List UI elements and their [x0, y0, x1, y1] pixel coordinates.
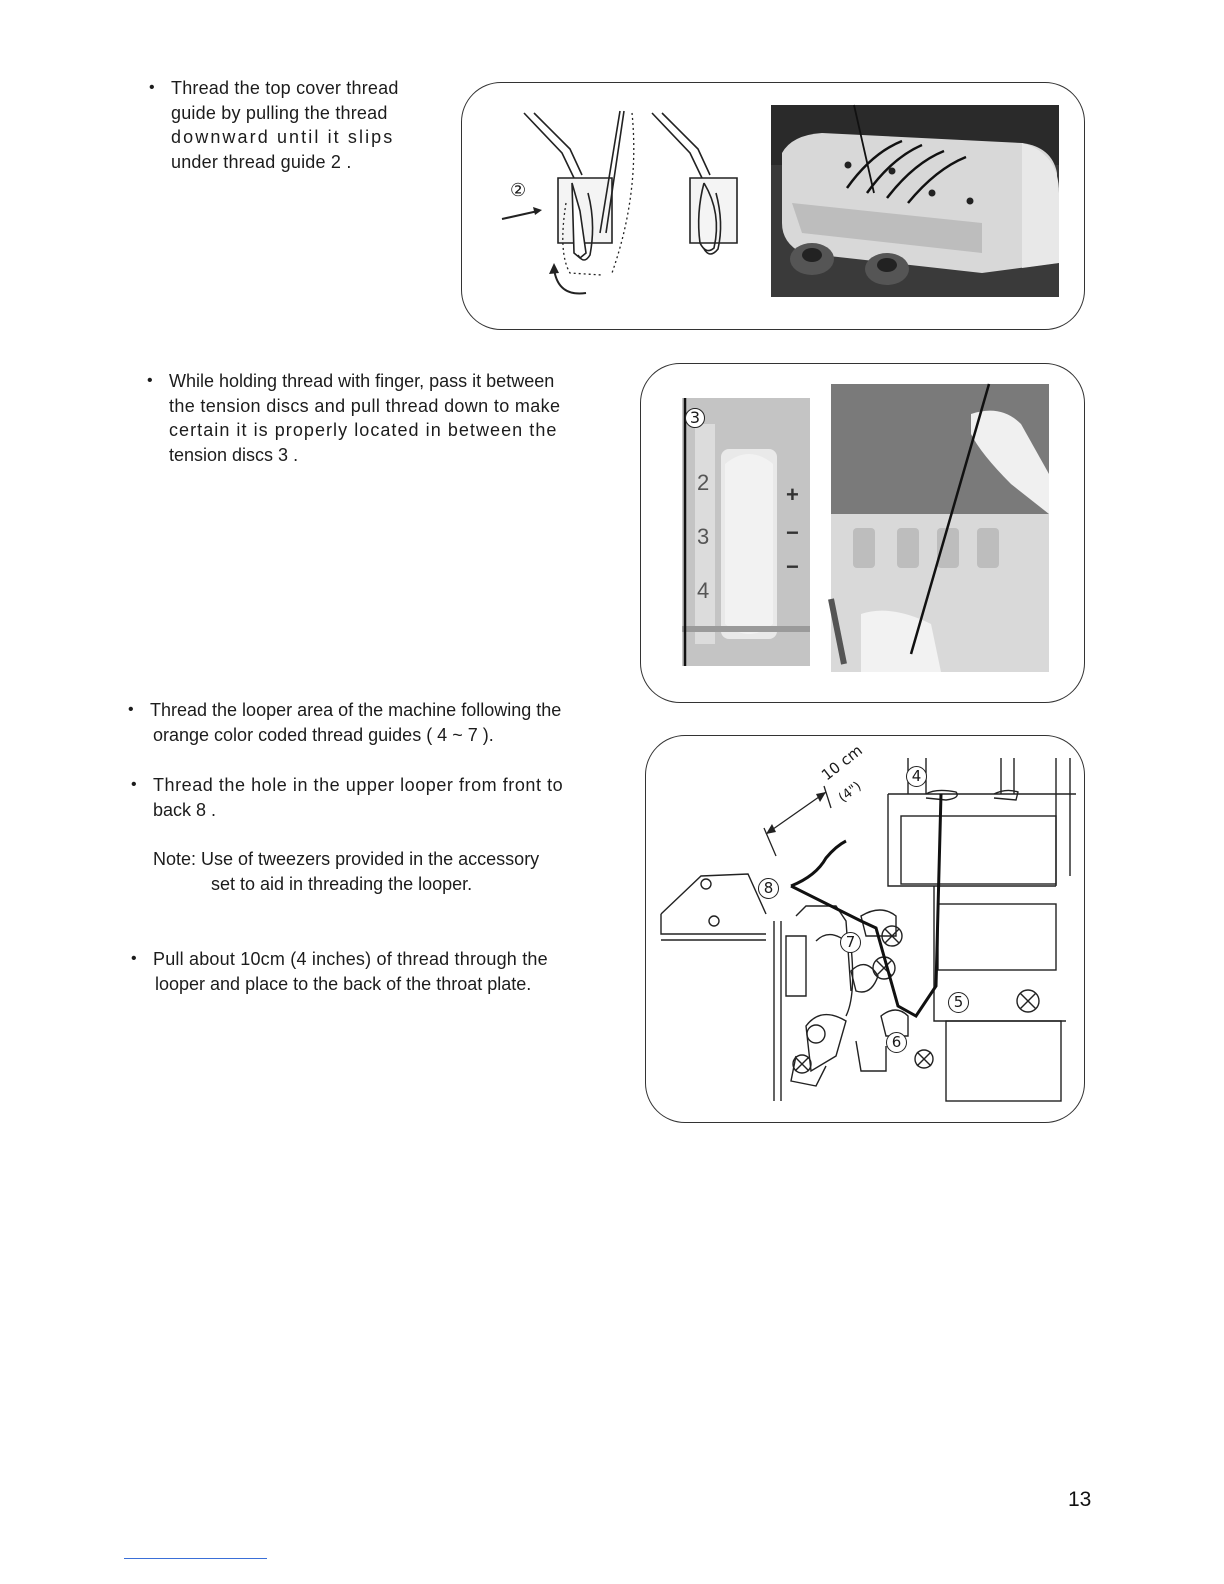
step-label-4: 4: [906, 766, 927, 787]
text-line: Thread the hole in the upper looper from front to: [153, 775, 564, 795]
cover-guide-drawing: [462, 83, 1084, 329]
text-line: Pull about 10cm (4 inches) of thread through the: [153, 949, 548, 969]
figure-cover-thread-guide: [461, 82, 1085, 330]
text-line: the tension discs and pull thread down to make: [169, 395, 561, 416]
text-line: tension discs 3 .: [169, 444, 299, 465]
text-line: Thread the top cover thread: [171, 78, 399, 98]
bullet: •: [131, 950, 137, 967]
step-label-3: 3: [685, 408, 705, 428]
looper-drawing: [646, 736, 1084, 1122]
dial-number: 2: [697, 470, 710, 495]
step-label-8: 8: [758, 878, 779, 899]
text-line: under thread guide 2 .: [171, 151, 352, 172]
plus-mark: +: [786, 482, 799, 507]
figure-tension-discs: [640, 363, 1085, 703]
page-number: 13: [1068, 1488, 1092, 1511]
step-label-5: 5: [948, 992, 969, 1013]
dial-number: 4: [697, 578, 710, 603]
bullet: •: [128, 701, 134, 718]
dial-number: 3: [697, 524, 710, 549]
step-label-6: 6: [886, 1032, 907, 1053]
bullet: •: [149, 79, 155, 96]
bullet: •: [131, 776, 137, 793]
note-tweezers: [153, 847, 539, 896]
text-line: While holding thread with finger, pass it between: [169, 371, 555, 391]
text-line: Thread the looper area of the machine following the: [150, 700, 562, 720]
instruction-pull-thread: [131, 947, 548, 996]
step-label-7: 7: [840, 932, 861, 953]
text-line: looper and place to the back of the throat plate.: [155, 973, 532, 994]
footer-rule: [124, 1558, 267, 1559]
minus-mark: −: [786, 554, 799, 579]
measure-in: (4"): [836, 778, 865, 806]
text-line: back 8 .: [153, 799, 217, 820]
instruction-tension-discs: [147, 369, 561, 467]
text-line: guide by pulling the thread: [171, 102, 388, 123]
step-label-2: ②: [510, 180, 527, 201]
text-line: set to aid in threading the looper.: [211, 873, 473, 894]
bullet: •: [147, 372, 153, 389]
minus-mark: −: [786, 520, 799, 545]
text-line: Note: Use of tweezers provided in the accessory: [153, 849, 540, 869]
text-line: certain it is properly located in between the: [169, 420, 558, 440]
instruction-upper-looper-hole: [131, 773, 564, 822]
instruction-looper-guides: [128, 698, 562, 747]
figure-looper-threading: [645, 735, 1085, 1123]
text-line: downward until it slips: [171, 127, 395, 147]
measure-cm: 10 cm: [818, 741, 866, 785]
text-line: orange color coded thread guides ( 4 ~ 7 ).: [153, 724, 494, 745]
instruction-top-cover-guide: [149, 76, 399, 174]
